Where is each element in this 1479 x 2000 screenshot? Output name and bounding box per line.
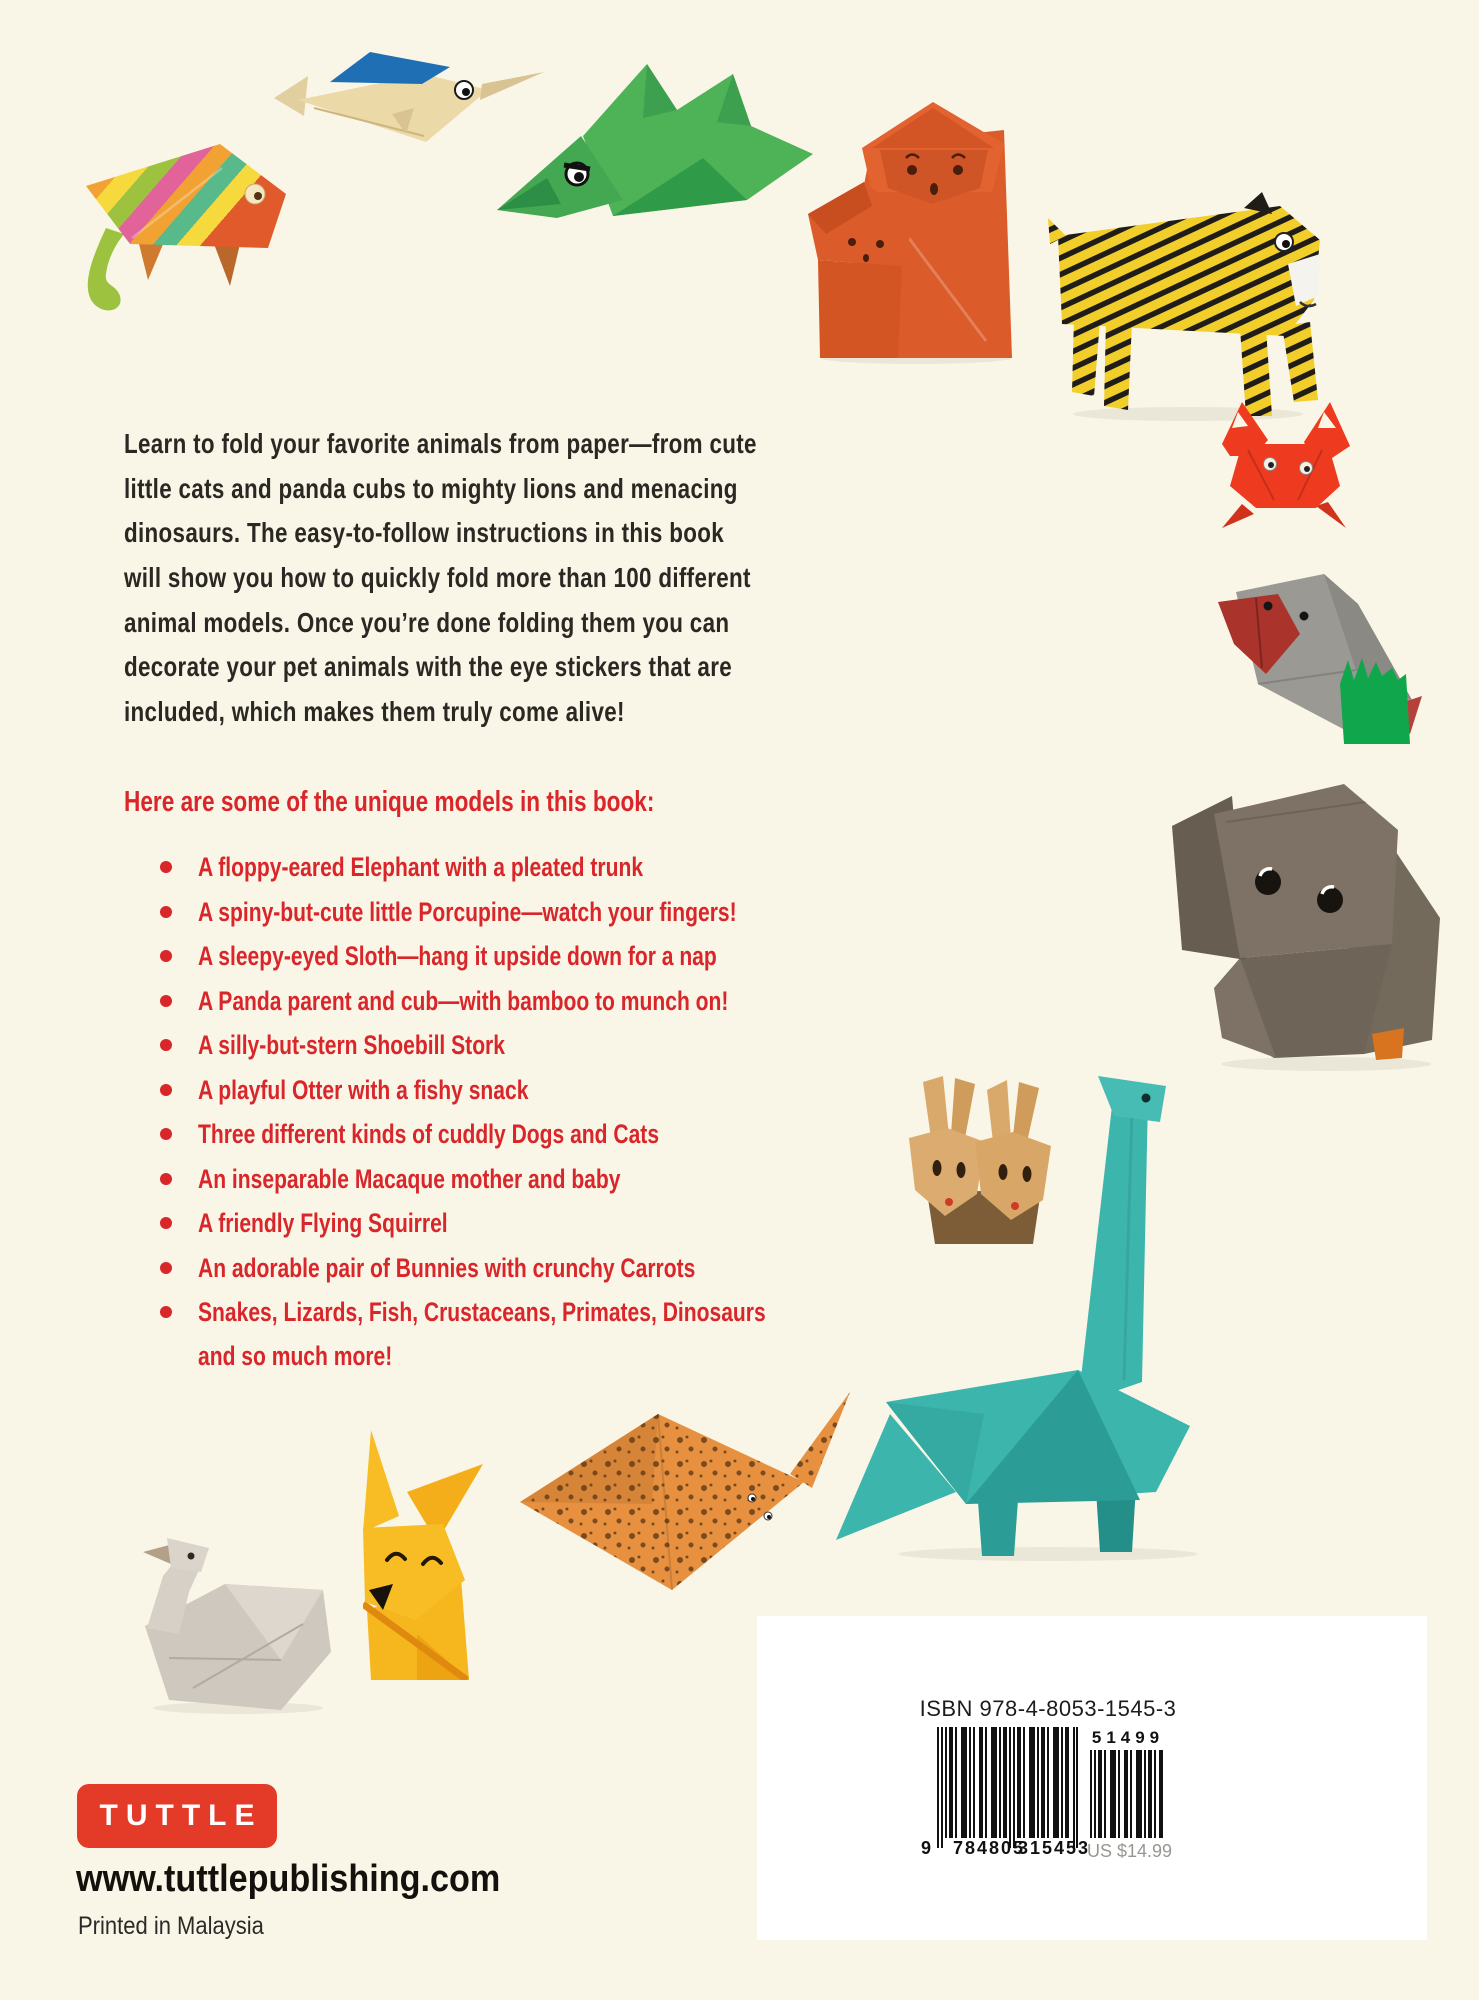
- model-list-item: [160, 986, 878, 1017]
- model-list-item: [160, 941, 863, 972]
- bullet-dot-icon: [160, 1039, 172, 1051]
- barcode-addon-digits: 51499: [1091, 1728, 1165, 1747]
- origami-dragon-image: [495, 58, 817, 246]
- intro-line: decorate your pet animals with the eye stickers that are: [124, 651, 733, 682]
- model-list-item: [160, 897, 889, 928]
- bullet-dot-icon: [160, 1262, 172, 1274]
- origami-crab-image: [1218, 400, 1352, 534]
- model-list-item-label: An inseparable Macaque mother and baby: [198, 1164, 621, 1194]
- bullet-dot-icon: [160, 861, 172, 873]
- intro-line: animal models. Once you’re done folding them you can: [124, 607, 730, 638]
- printed-in-label: Printed in Malaysia: [78, 1912, 264, 1940]
- origami-macaques-image: [806, 86, 1020, 364]
- origami-swan-image: [133, 1528, 335, 1716]
- model-list-item-label: Three different kinds of cuddly Dogs and Cats: [198, 1119, 660, 1149]
- bullet-dot-icon: [160, 950, 172, 962]
- origami-tiger-image: [1048, 178, 1328, 426]
- model-list-item: [160, 1297, 926, 1328]
- model-list-item-label: A silly-but-stern Shoebill Stork: [198, 1030, 505, 1060]
- model-list-item: [160, 1119, 789, 1150]
- ean-digit-group1: 784805: [953, 1838, 1026, 1858]
- model-list-item-label: A friendly Flying Squirrel: [198, 1208, 448, 1238]
- bullet-dot-icon: [160, 906, 172, 918]
- price-label: US $14.99: [1087, 1841, 1173, 1861]
- intro-line: Learn to fold your favorite animals from paper—from cute: [124, 428, 757, 459]
- model-list-continuation: and so much more!: [198, 1341, 393, 1371]
- model-list-item: [160, 1253, 836, 1284]
- isbn-label: ISBN 978-4-8053-1545-3: [919, 1696, 1177, 1721]
- bullet-dot-icon: [160, 1217, 172, 1229]
- tuttle-logo-text: TUTTLE: [99, 1799, 263, 1832]
- model-list-item-label: A sleepy-eyed Sloth—hang it upside down for a nap: [198, 941, 717, 971]
- model-list-item-label: An adorable pair of Bunnies with crunchy Carrots: [198, 1253, 696, 1283]
- bullet-dot-icon: [160, 995, 172, 1007]
- model-list-item: [160, 1030, 592, 1061]
- model-list-item-label: Snakes, Lizards, Fish, Crustaceans, Primates, Dinosaurs: [198, 1297, 766, 1327]
- model-list-item-label: A playful Otter with a fishy snack: [198, 1075, 529, 1105]
- origami-fox-image: [363, 1428, 485, 1680]
- model-list-item-label: A Panda parent and cub—with bamboo to munch on!: [198, 986, 729, 1016]
- models-heading: Here are some of the unique models in this book:: [124, 786, 655, 818]
- intro-line: dinosaurs. The easy-to-follow instructions in this book: [124, 517, 725, 548]
- bullet-dot-icon: [160, 1173, 172, 1185]
- bullet-dot-icon: [160, 1084, 172, 1096]
- publisher-website: www.tuttlepublishing.com: [76, 1858, 501, 1900]
- ean-addon-barcode: [1090, 1750, 1163, 1838]
- ean-digit-left: 9: [921, 1838, 934, 1858]
- origami-stingray-image: [506, 1386, 854, 1592]
- ean-digit-group2: 315453: [1018, 1838, 1091, 1858]
- ean-barcode: [937, 1727, 1078, 1848]
- tuttle-logo: [77, 1784, 277, 1848]
- model-list-item: [160, 1164, 740, 1195]
- model-list-item-label: A floppy-eared Elephant with a pleated trunk: [198, 852, 644, 882]
- origami-parrot-image: [1206, 572, 1426, 777]
- barcode-panel: [757, 1616, 1427, 1940]
- origami-puppy-image: [1156, 782, 1444, 1074]
- bullet-dot-icon: [160, 1128, 172, 1140]
- intro-line: will show you how to quickly fold more than 100 different: [124, 562, 751, 593]
- model-list-item: [160, 852, 769, 883]
- model-list-item-label: A spiny-but-cute little Porcupine—watch your fingers!: [198, 897, 737, 927]
- intro-line: included, which makes them truly come alive!: [124, 696, 625, 727]
- bullet-dot-icon: [160, 1306, 172, 1318]
- intro-line: little cats and panda cubs to mighty lions and menacing: [124, 473, 738, 504]
- model-list-item: [160, 1075, 622, 1106]
- model-list-item: [160, 1208, 518, 1239]
